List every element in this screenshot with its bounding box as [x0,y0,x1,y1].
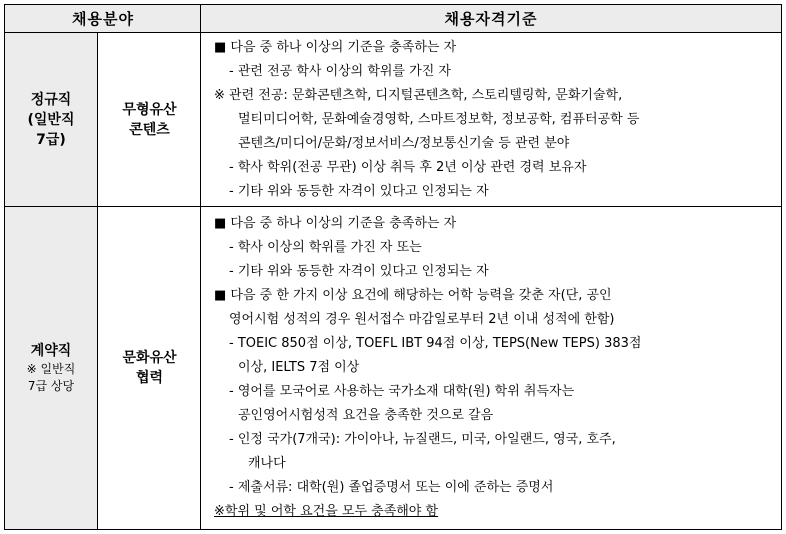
row2-criteria-line: - 학사 이상의 학위를 가진 자 또는 [229,240,422,255]
row2-criteria-note: ※학위 및 어학 요건을 모두 충족해야 함 [214,504,439,519]
row2-criteria-line: - 인정 국가(7개국): 가이아나, 뉴질랜드, 미국, 아일랜드, 영국, 호주, [229,432,616,447]
row1-category-line1: 정규직 [30,91,72,108]
row1-criteria-line: 멀티미디어학, 문화예술경영학, 스마트정보학, 정보공학, 컴퓨터공학 등 [238,112,640,127]
row2-criteria-line: 이상, IELTS 7점 이상 [238,360,360,375]
row1-field-line1: 무형유산 [122,101,177,118]
row2-criteria-line: - 기타 위와 동등한 자격이 있다고 인정되는 자 [229,264,489,279]
row1-criteria-line: ■ 다음 중 하나 이상의 기준을 충족하는 자 [214,40,457,55]
row2-category-line3: 7급 상당 [27,379,75,393]
col-divider-2 [200,5,201,529]
row1-category [5,33,97,206]
row2-field [98,207,201,529]
row2-category [5,207,97,529]
row1-field [98,33,201,206]
row2-criteria-line: 캐나다 [248,456,286,471]
row1-category-line3: 7급) [36,131,66,148]
row2-field-line2: 협력 [135,370,164,386]
recruitment-table [4,4,782,530]
row2-criteria-line: - 영어를 모국어로 사용하는 국가소재 대학(원) 학위 취득자는 [229,384,575,399]
row1-criteria-line: ※ 관련 전공: 문화콘텐츠학, 디지털콘텐츠학, 스토리텔링학, 문화기술학, [214,88,623,103]
row2-criteria-line: 영어시험 성적의 경우 원서접수 마감일로부터 2년 이내 성적에 한함) [229,312,615,327]
row1-criteria-line: - 관련 전공 학사 이상의 학위를 가진 자 [229,64,451,79]
header-divider [5,32,781,33]
row1-criteria-line: - 기타 위와 동등한 자격이 있다고 인정되는 자 [229,184,489,199]
row1-category-line2: (일반직 [27,111,75,128]
row2-criteria-line: ■ 다음 중 하나 이상의 기준을 충족하는 자 [214,216,457,231]
col-divider-1 [97,32,98,529]
row2-criteria-line: ■ 다음 중 한 가지 이상 요건에 해당하는 어학 능력을 갖춘 자(단, 공인 [214,288,612,303]
header-field: 채용분야 [5,5,201,32]
row2-criteria-line: - TOEIC 850점 이상, TOEFL IBT 94점 이상, TEPS(New TEPS) 383점 [229,336,642,351]
row2-field-line1: 문화유산 [122,350,177,366]
row-divider [5,206,781,207]
row2-criteria-line: - 제출서류: 대학(원) 졸업증명서 또는 이에 준하는 증명서 [229,480,554,495]
row1-criteria-line: - 학사 학위(전공 무관) 이상 취득 후 2년 이상 관련 경력 보유자 [229,160,587,175]
row1-criteria-line: 콘텐츠/미디어/문화/정보서비스/정보통신기술 등 관련 분야 [238,136,570,151]
row1-field-line2: 콘텐츠 [129,121,170,138]
row2-category-line2: ※ 일반직 [26,362,76,376]
row2-criteria-line: 공인영어시험성적 요건을 충족한 것으로 갈음 [238,408,494,423]
row2-category-line1: 계약직 [30,343,72,359]
header-criteria: 채용자격기준 [201,5,781,32]
